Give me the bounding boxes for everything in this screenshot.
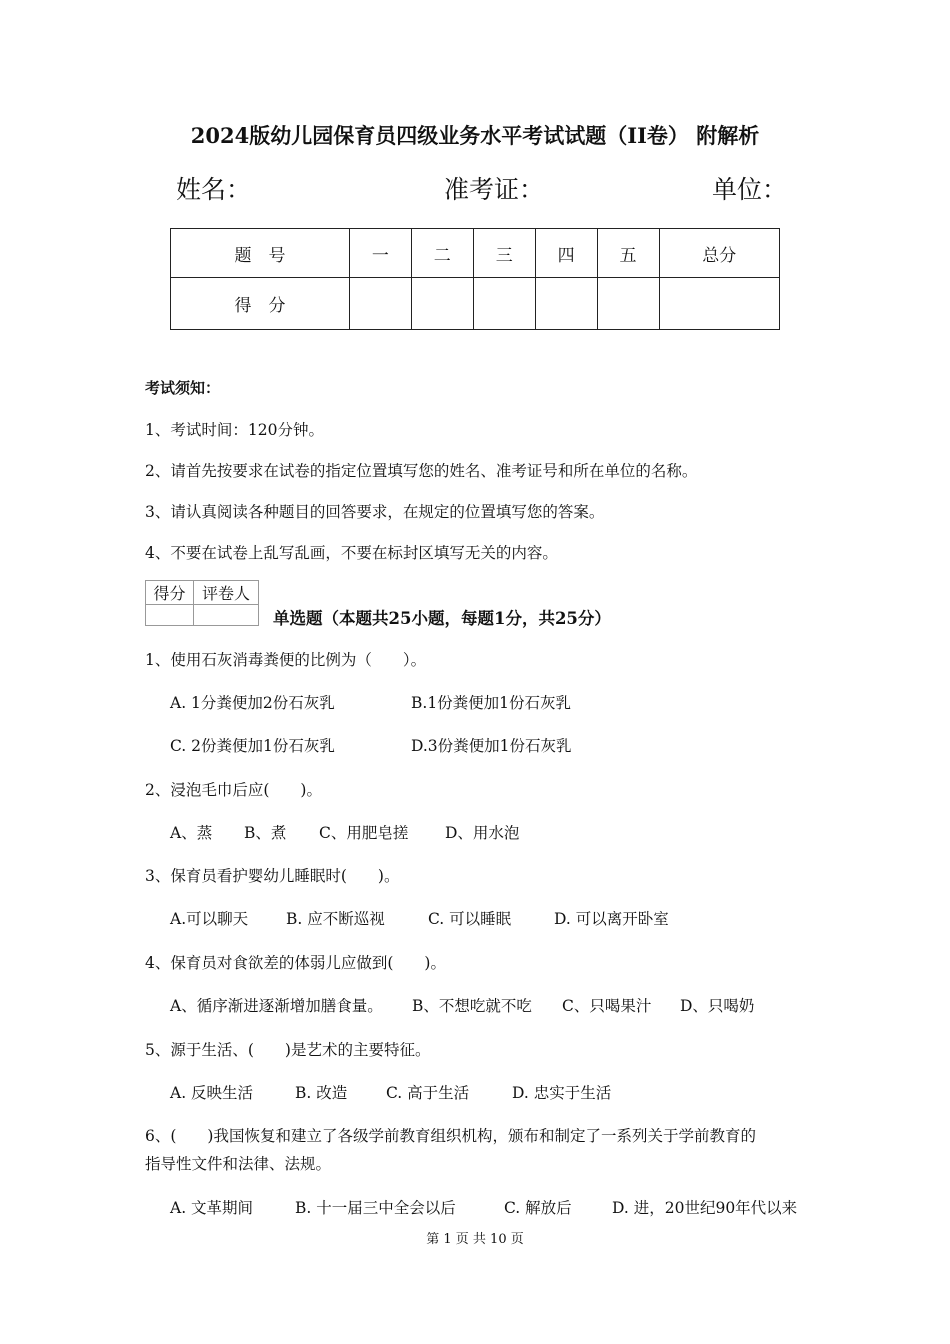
question-1-option-a[interactable]: A. 1分粪便加2份石灰乳 <box>170 694 335 712</box>
score-cell[interactable] <box>659 278 779 330</box>
notice-heading: 考试须知： <box>145 379 221 397</box>
question-4-option-c[interactable]: C、只喝果汁 <box>562 997 652 1015</box>
question-2-option-c[interactable]: C、用肥皂搓 <box>319 824 409 842</box>
notice-item: 2、请首先按要求在试卷的指定位置填写您的姓名、准考证号和所在单位的名称。 <box>145 462 698 480</box>
unit-field-label: 单位： <box>712 175 788 204</box>
question-6-option-d[interactable]: D. 进，20世纪90年代以来 <box>612 1199 798 1217</box>
score-table-header-cell: 二 <box>411 229 473 278</box>
score-cell[interactable] <box>349 278 411 330</box>
score-cell[interactable] <box>473 278 535 330</box>
page-footer: 第 1 页 共 10 页 <box>426 1232 524 1247</box>
score-cell[interactable] <box>597 278 659 330</box>
question-6-stem-continued: 指导性文件和法律、法规。 <box>145 1155 332 1173</box>
question-6-option-b[interactable]: B. 十一届三中全会以后 <box>295 1199 456 1217</box>
page-title: 2024版幼儿园保育员四级业务水平考试试题（II卷） 附解析 <box>190 123 760 148</box>
score-cell[interactable] <box>535 278 597 330</box>
score-table-score-row <box>171 278 780 330</box>
question-3-option-a[interactable]: A.可以聊天 <box>170 910 249 928</box>
question-2-stem: 2、浸泡毛巾后应( )。 <box>145 781 322 799</box>
question-2-option-d[interactable]: D、用水泡 <box>445 824 520 842</box>
score-table-header-cell: 三 <box>473 229 535 278</box>
question-4-option-d[interactable]: D、只喝奶 <box>680 997 755 1015</box>
question-1-option-d[interactable]: D.3份粪便加1份石灰乳 <box>411 737 572 755</box>
question-6-option-c[interactable]: C. 解放后 <box>504 1199 572 1217</box>
question-5-stem: 5、源于生活、( )是艺术的主要特征。 <box>145 1041 431 1059</box>
score-row-label: 得 分 <box>171 278 350 330</box>
question-1-option-c[interactable]: C. 2份粪便加1份石灰乳 <box>170 737 335 755</box>
notice-item: 3、请认真阅读各种题目的回答要求，在规定的位置填写您的答案。 <box>145 503 605 521</box>
question-5-option-a[interactable]: A. 反映生活 <box>170 1084 254 1102</box>
grader-score-label: 得分 <box>146 581 194 605</box>
score-table-header-row <box>171 229 780 278</box>
grader-box <box>145 580 259 626</box>
score-table <box>170 228 780 330</box>
question-4-stem: 4、保育员对食欲差的体弱儿应做到( )。 <box>145 954 446 972</box>
grader-reviewer-cell[interactable] <box>194 605 259 626</box>
question-4-option-a[interactable]: A、循序渐进逐渐增加膳食量。 <box>170 997 383 1015</box>
score-table-header-cell: 题 号 <box>171 229 350 278</box>
question-4-option-b[interactable]: B、不想吃就不吃 <box>412 997 532 1015</box>
grader-score-cell[interactable] <box>146 605 194 626</box>
question-2-option-a[interactable]: A、蒸 <box>170 824 213 842</box>
question-6-option-a[interactable]: A. 文革期间 <box>170 1199 254 1217</box>
question-3-option-d[interactable]: D. 可以离开卧室 <box>554 910 669 928</box>
score-table-header-cell: 五 <box>597 229 659 278</box>
score-table-header-cell: 一 <box>349 229 411 278</box>
question-5-option-b[interactable]: B. 改造 <box>295 1084 348 1102</box>
section-title: 单选题（本题共25小题，每题1分，共25分） <box>273 609 611 628</box>
name-field-label: 姓名： <box>176 175 252 204</box>
score-table-header-cell: 四 <box>535 229 597 278</box>
exam-id-field-label: 准考证： <box>444 175 545 204</box>
question-1-option-b[interactable]: B.1份粪便加1份石灰乳 <box>411 694 572 712</box>
notice-item: 1、考试时间：120分钟。 <box>145 421 324 439</box>
question-3-option-b[interactable]: B. 应不断巡视 <box>286 910 385 928</box>
question-5-option-d[interactable]: D. 忠实于生活 <box>512 1084 612 1102</box>
question-3-stem: 3、保育员看护婴幼儿睡眠时( )。 <box>145 867 400 885</box>
question-1-stem: 1、使用石灰消毒粪便的比例为（ ）。 <box>145 651 427 669</box>
question-6-stem: 6、( )我国恢复和建立了各级学前教育组织机构，颁布和制定了一系列关于学前教育的 <box>145 1127 756 1145</box>
score-table-header-cell: 总分 <box>659 229 779 278</box>
question-3-option-c[interactable]: C. 可以睡眠 <box>428 910 512 928</box>
grader-reviewer-label: 评卷人 <box>194 581 259 605</box>
score-cell[interactable] <box>411 278 473 330</box>
question-2-option-b[interactable]: B、煮 <box>244 824 287 842</box>
question-5-option-c[interactable]: C. 高于生活 <box>386 1084 470 1102</box>
notice-item: 4、不要在试卷上乱写乱画，不要在标封区填写无关的内容。 <box>145 544 558 562</box>
